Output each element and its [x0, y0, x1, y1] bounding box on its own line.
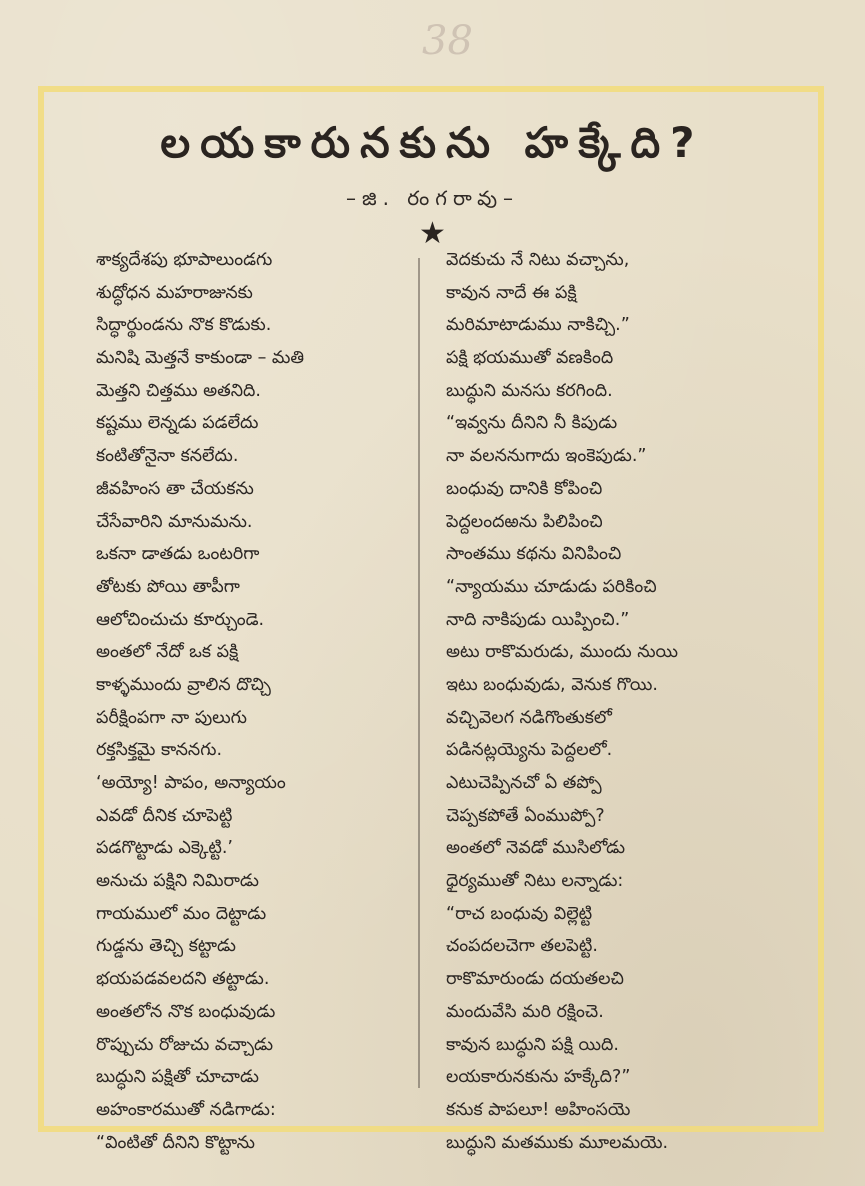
poem-line: సిద్ధార్థుండను నొక కొడుకు.: [96, 315, 272, 336]
poem-line: చెప్పకపోతే ఏంముప్పో?: [446, 805, 605, 826]
poem-line: పడగొట్టాడు ఎక్కెట్టి.’: [96, 838, 233, 859]
poem-line: కావున బుద్ధుని పక్షి యిది.: [446, 1034, 619, 1055]
poem-title: లయకారునకును హక్కేది?: [160, 118, 705, 167]
poem-line: “ఇవ్వను దీనిని నీ కిపుడు: [446, 413, 618, 434]
poem-line: లయకారునకును హక్కేది?”: [446, 1067, 631, 1088]
poem-line: కావున నాదే ఈ పక్షి: [446, 282, 577, 303]
poem-line: నా వలననుగాదు ఇంకెపుడు.”: [446, 446, 647, 467]
poem-line: గుడ్డను తెచ్చి కట్టాడు: [96, 936, 236, 957]
poem-line: శుద్ధోధన మహరాజునకు: [96, 282, 253, 303]
poem-line: ఒకనా డాతడు ఒంటరిగా: [96, 544, 260, 565]
poem-line: భయపడవలదని తట్టాడు.: [96, 969, 270, 990]
poem-line: పడినట్లయ్యెను పెద్దలలో.: [446, 740, 613, 761]
poem-line: పరీక్షింపగా నా పులుగు: [96, 707, 247, 728]
poem-line: బుద్ధుని మతముకు మూలమయె.: [446, 1132, 669, 1153]
poem-line: నాది నాకిపుడు యిప్పించి.”: [446, 609, 630, 630]
poem-line: రక్తసిక్తమై కాననగు.: [96, 740, 223, 761]
poem-line: మెత్తని చిత్తము అతనిది.: [96, 380, 261, 401]
poem-line: అహంకారముతో నడిగాడు:: [96, 1099, 276, 1120]
poem-line: తోటకు పోయి తాపీగా: [96, 576, 240, 597]
poem-line: ఎవడో దీనిక చూపెట్టి: [96, 805, 233, 826]
poem-line: ధైర్యముతో నిటు లన్నాడు:: [446, 871, 624, 892]
poem-line: రొప్పుచు రోజుచు వచ్చాడు: [96, 1034, 274, 1055]
poem-line: చంపదలచెగా తలపెట్టి.: [446, 936, 598, 957]
poem-line: ఇటు బంధువుడు, వెనుక గొయి.: [446, 674, 658, 695]
poem-line: కనుక పాపలూ! అహింసయె: [446, 1099, 631, 1120]
poem-line: “వింటితో దీనిని కొట్టాను: [96, 1132, 255, 1153]
poem-line: కంటితోనైనా కనలేదు.: [96, 446, 239, 467]
poem-line: సాంతము కథను వినిపించి: [446, 544, 622, 565]
poem-line: “న్యాయము చూడుడు పరికించి: [446, 576, 657, 597]
poem-right-column: [446, 244, 786, 1159]
poem-line: అటు రాకొమరుడు, ముందు నుయి: [446, 642, 679, 663]
poem-author: –జి. రంగరావు–: [345, 186, 520, 210]
poem-line: పెద్దలందఱను పిలిపించి: [446, 511, 603, 532]
poem-line: బంధువు దానికి కోపించి: [446, 478, 603, 499]
poem-line: అంతలోన నొక బంధువుడు: [96, 1001, 276, 1022]
poem-line: మనిషి మెత్తనే కాకుండా – మతి: [96, 348, 305, 369]
poem-line: మరిమాటాడుము నాకిచ్చి.”: [446, 315, 630, 336]
poem-line: వెదకుచు నే నిటు వచ్చాను,: [446, 250, 630, 270]
poem-line: మందువేసి మరి రక్షించె.: [446, 1001, 604, 1022]
star-ornament-icon: ★: [419, 216, 446, 251]
poem-line: గాయములో మం దెట్టాడు: [96, 903, 267, 924]
poem-line: రాకొమారుండు దయతలచి: [446, 969, 624, 990]
poem-line: ఎటుచెప్పినచో ఏ తప్పో: [446, 773, 602, 793]
poem-line: “రాచ బంధువు విల్లెట్టి: [446, 903, 593, 924]
poem-line: వచ్చివెలగ నడిగొంతుకలో: [446, 707, 612, 728]
poem-line: ఆలోచించుచు కూర్చుండె.: [96, 609, 265, 630]
poem-left-column: [96, 244, 408, 1159]
column-divider: [418, 258, 420, 1088]
poem-line: శాక్యదేశపు భూపాలుండగు: [96, 250, 273, 270]
page-number: 38: [422, 18, 473, 64]
poem-line: కష్టము లెన్నడు పడలేదు: [96, 413, 259, 434]
poem-line: అనుచు పక్షిని నిమిరాడు: [96, 871, 259, 892]
poem-line: అంతలో నేదో ఒక పక్షి: [96, 642, 239, 663]
poem-line: పక్షి భయముతో వణకింది: [446, 348, 614, 369]
poem-line: చేసేవారిని మానుమను.: [96, 511, 253, 532]
poem-line: కాళ్ళముందు వ్రాలిన దొచ్చి: [96, 674, 271, 695]
poem-line: ‘అయ్యో! పాపం, అన్యాయం: [96, 773, 286, 793]
poem-line: జీవహింస తా చేయకను: [96, 478, 254, 499]
poem-line: బుద్ధుని పక్షితో చూచాడు: [96, 1067, 259, 1088]
poem-line: బుద్ధుని మనసు కరగింది.: [446, 380, 613, 401]
poem-line: అంతలో నెవడో ముసిలోడు: [446, 838, 626, 859]
